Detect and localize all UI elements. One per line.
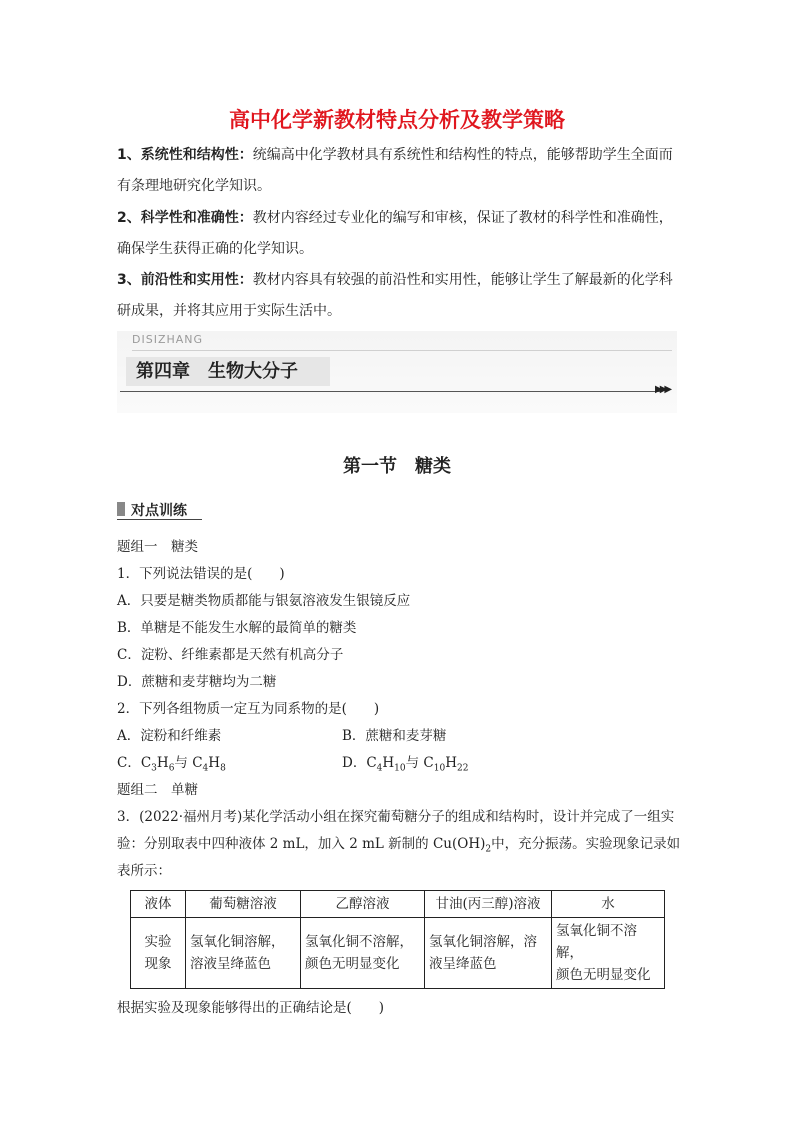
point-1-body: 统编高中化学教材具有系统性和结构性的特点，能够帮助学生全面而有条理地研究化学知识。: [117, 147, 673, 194]
q1-option-a: A．只要是糖类物质都能与银氨溶液发生银镜反应: [117, 593, 411, 609]
point-3-body: 教材内容具有较强的前沿性和实用性，能够让学生了解最新的化学科研成果，并将其应用于实际生活中。: [117, 272, 673, 319]
point-3-head: 3、前沿性和实用性：: [117, 272, 253, 288]
q1-stem: 1．下列说法错误的是( ): [117, 566, 285, 582]
training-label: 对点训练: [131, 503, 187, 519]
chapter-title: 第四章 生物大分子: [126, 357, 330, 386]
table-header-cell: 液体: [131, 891, 186, 918]
point-1-head: 1、系统性和结构性：: [117, 147, 253, 163]
chapter-banner-divider: [132, 350, 672, 351]
point-3: [117, 265, 682, 327]
q3-line-1: 3．(2022·福州月考)某化学活动小组在探究葡萄糖分子的组成和结构时，设计并完成了一组实: [117, 809, 675, 825]
point-2: [117, 203, 682, 265]
table-header-cell: 甘油(丙三醇)溶液: [425, 891, 552, 918]
experiment-table: [130, 890, 665, 989]
point-1: [117, 140, 682, 202]
table-header-row: [131, 891, 665, 918]
table-cell: 氢氧化铜不溶解， 颜色无明显变化: [552, 918, 665, 989]
table-row: [131, 918, 665, 989]
table-row-label: 实验 现象: [131, 918, 186, 989]
q2-option-b: B．蔗糖和麦芽糖: [342, 728, 447, 744]
chapter-banner-small: DISIZHANG: [132, 333, 204, 346]
table-cell: 氢氧化铜溶解，溶 液呈绛蓝色: [425, 918, 552, 989]
training-bookmark-icon: [117, 502, 125, 516]
group-1-label: 题组一 糖类: [117, 539, 198, 555]
training-underline: [117, 519, 202, 520]
page-title: 高中化学新教材特点分析及教学策略: [229, 108, 565, 132]
q2-option-c: C．$C_3H_6$与 $C_4H_8$: [117, 755, 226, 774]
triple-arrow-icon: ▶▶▶: [655, 384, 670, 395]
q2-option-d: D．$C_4H_{10}$与 $C_{10}H_{22}$: [342, 755, 469, 774]
q3-conclusion: 根据实验及现象能够得出的正确结论是( ): [117, 1000, 385, 1016]
table-cell: 氢氧化铜不溶解， 颜色无明显变化: [301, 918, 425, 989]
table-header-cell: 葡萄糖溶液: [186, 891, 301, 918]
group-2-label: 题组二 单糖: [117, 782, 198, 798]
q1-option-b: B．单糖是不能发生水解的最简单的糖类: [117, 620, 357, 636]
table-header-cell: 乙醇溶液: [301, 891, 425, 918]
q2-option-a: A．淀粉和纤维素: [117, 728, 222, 744]
q3-line-3: 表所示：: [117, 863, 171, 879]
q1-option-c: C．淀粉、纤维素都是天然有机高分子: [117, 647, 344, 663]
q2-stem: 2．下列各组物质一定互为同系物的是( ): [117, 701, 380, 717]
table-header-cell: 水: [552, 891, 665, 918]
point-2-head: 2、科学性和准确性：: [117, 210, 253, 226]
q3-line-2: 验：分别取表中四种液体 2 mL，加入 2 mL 新制的 $Cu(OH)_2$中，充分振荡。实验现象记录如: [117, 836, 681, 855]
section-title: 第一节 糖类: [343, 456, 451, 477]
point-2-body: 教材内容经过专业化的编写和审核，保证了教材的科学性和准确性，确保学生获得正确的化学知识。: [117, 210, 673, 257]
q1-option-d: D．蔗糖和麦芽糖均为二糖: [117, 674, 277, 690]
table-cell: 氢氧化铜溶解， 溶液呈绛蓝色: [186, 918, 301, 989]
chapter-banner-arrow-line: [120, 391, 660, 392]
